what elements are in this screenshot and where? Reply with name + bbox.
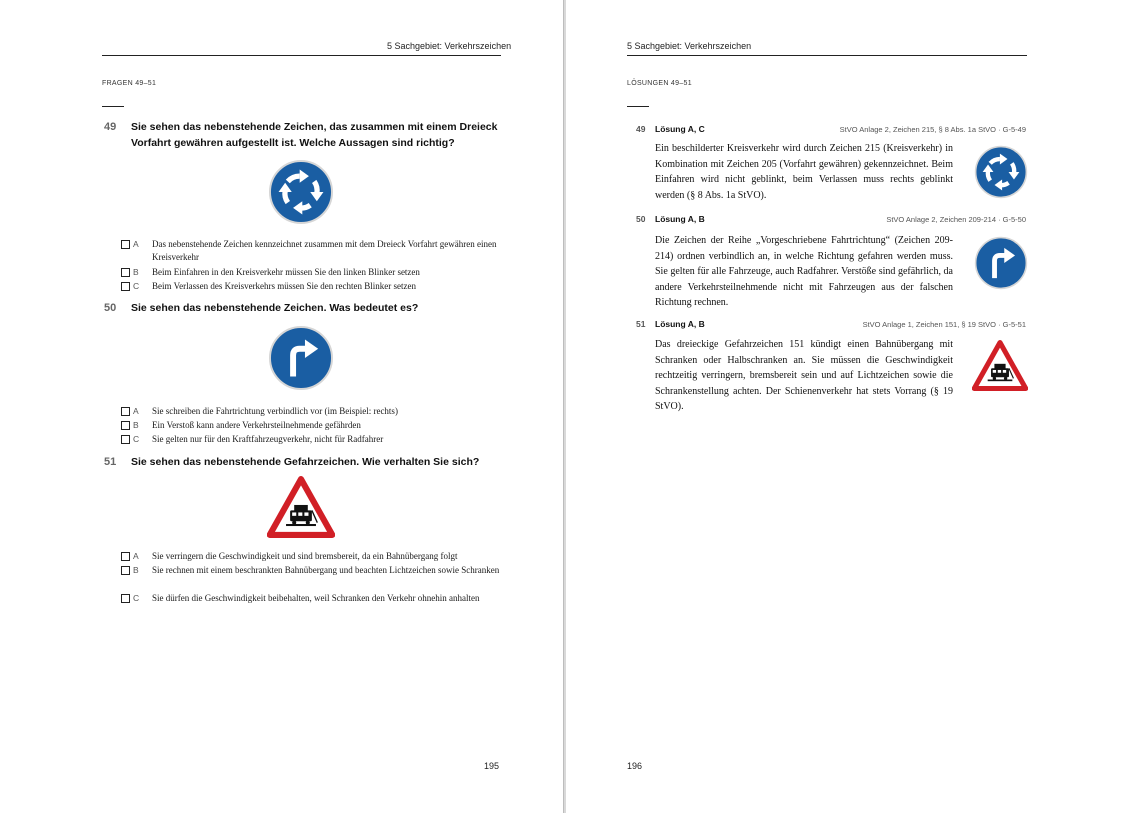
solution-title: Lösung A, B <box>655 214 705 224</box>
solution-reference: StVO Anlage 2, Zeichen 215, § 8 Abs. 1a StVO · G-5-49 <box>839 125 1026 134</box>
solution-number: 49 <box>636 124 646 134</box>
option-50-b[interactable]: B Ein Verstoß kann andere Verkehrsteilnehmende gefährden <box>121 419 506 432</box>
checkbox[interactable] <box>121 566 130 575</box>
railway-crossing-warning-sign-icon <box>267 476 335 538</box>
checkbox[interactable] <box>121 268 130 277</box>
section-rule <box>102 106 124 107</box>
option-49-c[interactable]: C Beim Verlassen des Kreisverkehrs müssen Sie den rechten Blinker setzen <box>121 280 506 293</box>
right-page <box>566 0 1126 813</box>
option-49-a[interactable]: A Das nebenstehende Zeichen kennzeichnet zusammen mit dem Dreieck Vorfahrt gewähren einen Kreisverkehr <box>121 238 506 264</box>
checkbox[interactable] <box>121 240 130 249</box>
option-50-a[interactable]: A Sie schreiben die Fahrtrichtung verbindlich vor (im Beispiel: rechts) <box>121 405 506 418</box>
question-text: Sie sehen das nebenstehende Zeichen. Was bedeutet es? <box>131 302 419 314</box>
roundabout-sign-icon <box>268 159 334 225</box>
solution-reference: StVO Anlage 2, Zeichen 209-214 · G-5-50 <box>886 215 1026 224</box>
checkbox[interactable] <box>121 594 130 603</box>
railway-crossing-warning-sign-icon <box>972 340 1028 391</box>
page-number: 195 <box>484 761 500 771</box>
option-50-c[interactable]: C Sie gelten nur für den Kraftfahrzeugverkehr, nicht für Radfahrer <box>121 433 506 446</box>
checkbox[interactable] <box>121 421 130 430</box>
checkbox[interactable] <box>121 282 130 291</box>
roundabout-sign-icon <box>974 145 1028 199</box>
solution-text: Das dreieckige Gefahrzeichen 151 kündigt einen Bahnübergang mit Schranken oder Halbschranken an. Sie müssen die Geschwindigkeit rechtzeitig verringern, bremsbereit sein und auf Lichtzeichen sowie die Schrankenstellung achten. Der Schienenverkehr hat stets Vorrang (§ 19 StVO). <box>655 339 953 412</box>
question-number: 51 <box>104 456 117 468</box>
solution-title: Lösung A, C <box>655 124 705 134</box>
section-label: FRAGEN 49–51 <box>102 80 157 87</box>
question-text: Sie sehen das nebenstehende Zeichen, das zusammen mit einem Dreieck Vorfahrt gewähren aufgestellt ist. Welche Aussagen sind richtig? <box>131 121 498 149</box>
page-number: 196 <box>627 761 643 771</box>
option-51-a[interactable]: A Sie verringern die Geschwindigkeit und sind bremsbereit, da ein Bahnübergang folgt <box>121 550 506 563</box>
header-rule <box>627 55 1027 56</box>
turn-right-sign-icon <box>268 325 334 391</box>
checkbox[interactable] <box>121 407 130 416</box>
solution-text: Die Zeichen der Reihe „Vorgeschriebene Fahrtrichtung“ (Zeichen 209-214) ordnen verbindlich an, in welche Richtung gefahren werden muss. Sie gelten für alle Fahrzeuge, auch Radfahrer. Verstöße sind gefährlich, da andere Verkehrsteilnehmende nicht mit Fahrzeugen aus der falschen Richtung rechnen. <box>655 235 953 308</box>
running-header: 5 Sachgebiet: Verkehrszeichen <box>627 41 752 51</box>
section-rule <box>627 106 649 107</box>
solution-text: Ein beschilderter Kreisverkehr wird durch Zeichen 215 (Kreisverkehr) in Kombination mit Zeichen 205 (Vorfahrt gewähren) gekennzeichnet. Beim Einfahren wird nicht geblinkt, beim Verlassen muss rechts geblinkt werden (§ 8 Abs. 1a StVO). <box>655 143 953 201</box>
section-label: LÖSUNGEN 49–51 <box>627 80 692 87</box>
option-51-c[interactable]: C Sie dürfen die Geschwindigkeit beibehalten, weil Schranken den Verkehr ohnehin anhalten <box>121 592 506 618</box>
option-51-b[interactable]: B Sie rechnen mit einem beschrankten Bahnübergang und beachten Lichtzeichen sowie Schranken <box>121 564 506 590</box>
solution-title: Lösung A, B <box>655 319 705 329</box>
question-text: Sie sehen das nebenstehende Gefahrzeichen. Wie verhalten Sie sich? <box>131 456 480 468</box>
question-number: 49 <box>104 121 117 133</box>
checkbox[interactable] <box>121 552 130 561</box>
checkbox[interactable] <box>121 435 130 444</box>
option-49-b[interactable]: B Beim Einfahren in den Kreisverkehr müssen Sie den linken Blinker setzen <box>121 266 506 279</box>
question-number: 50 <box>104 302 117 314</box>
running-header: 5 Sachgebiet: Verkehrszeichen <box>387 41 512 51</box>
turn-right-sign-icon <box>974 236 1028 290</box>
header-rule <box>102 55 501 56</box>
solution-number: 50 <box>636 214 646 224</box>
solution-reference: StVO Anlage 1, Zeichen 151, § 19 StVO · G-5-51 <box>862 320 1026 329</box>
solution-number: 51 <box>636 319 646 329</box>
